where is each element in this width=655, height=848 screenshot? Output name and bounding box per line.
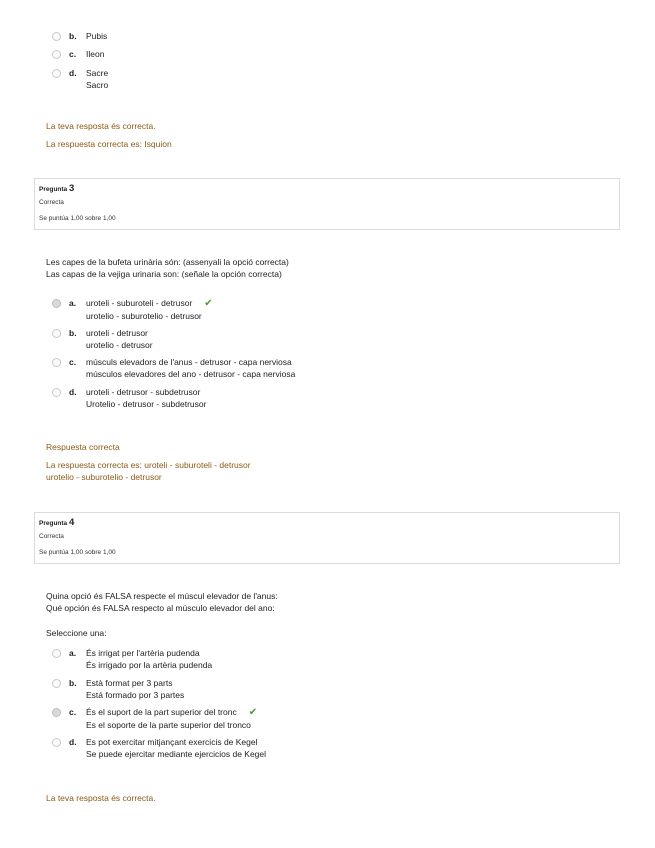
option-text [86,297,213,322]
answer-option-d[interactable] [52,386,206,410]
option-text-es: Sacro [86,80,109,90]
question-text [46,256,289,280]
option-letter: d. [69,387,77,397]
answer-option-c[interactable] [52,356,295,380]
answer-option-d[interactable] [52,736,266,760]
option-letter: c. [69,357,77,367]
option-text [86,736,266,760]
option-letter: d. [69,68,77,78]
option-text-ca: Es pot exercitar mitjançant exercicis de Kegel [86,737,258,747]
option-text [86,386,206,410]
radio-button[interactable] [52,679,61,688]
radio-button[interactable] [52,649,61,658]
feedback-message: Respuesta correcta [46,442,120,452]
option-text [86,327,153,351]
option-text [86,356,295,380]
question-label: Pregunta [39,186,68,193]
radio-button-selected[interactable] [52,299,61,308]
radio-button[interactable] [52,358,61,367]
option-letter: c. [69,49,77,59]
radio-button[interactable] [52,329,61,338]
question-info-box [34,512,620,564]
option-letter: b. [69,31,77,41]
radio-button[interactable] [52,50,61,59]
correct-answer-message [46,459,251,483]
option-text-es: músculos elevadores del ano - detrusor - capa nerviosa [86,369,296,379]
question-text-ca: Les capes de la bufeta urinària són: (assenyali la opció correcta) [46,257,289,267]
question-grade: Se puntúa 1,00 sobre 1,00 [39,549,116,556]
option-letter: a. [69,298,77,308]
option-text-ca: uroteli - detrusor - subdetrusor [86,387,201,397]
option-letter: a. [69,648,77,658]
option-letter: b. [69,328,77,338]
answer-option-d[interactable] [52,67,108,91]
option-text-ca: uroteli - detrusor [86,328,148,338]
check-icon: ✔ [248,707,258,718]
question-grade: Se puntúa 1,00 sobre 1,00 [39,215,116,222]
option-text-es: Está formado por 3 partes [86,690,185,700]
answer-option-b[interactable] [52,327,153,351]
answer-option-a[interactable] [52,647,212,671]
answer-option-b[interactable] [52,30,107,42]
option-text: Ileon [86,49,105,59]
answer-option-b[interactable] [52,677,184,701]
option-text: Pubis [86,31,108,41]
correct-answer-line2: urotelio - suburotelio - detrusor [46,472,162,482]
question-state: Correcta [39,199,64,206]
question-text [46,590,278,614]
correct-answer-message: La respuesta correcta es: Isquion [46,139,172,149]
select-one-prompt: Seleccione una: [46,628,107,638]
radio-button[interactable] [52,32,61,41]
option-text-ca: Sacre [86,68,109,78]
question-text-ca: Quina opció és FALSA respecte el múscul elevador de l'anus: [46,591,278,601]
feedback-message: La teva resposta és correcta. [46,793,156,803]
option-text-ca: músculs elevadors de l'anus - detrusor - capa nerviosa [86,357,292,367]
option-text-es: urotelio - detrusor [86,340,153,350]
correct-answer-line1: La respuesta correcta es: uroteli - suburoteli - detrusor [46,460,251,470]
option-text-ca: uroteli - suburoteli - detrusor [86,298,193,308]
question-number-value: 4 [68,517,75,528]
option-text-es: urotelio - suburotelio - detrusor [86,311,202,321]
option-text-ca: És el suport de la part superior del tronc [86,707,237,717]
question-text-es: Las capas de la vejiga urinaria son: (señale la opción correcta) [46,269,282,279]
answer-option-c[interactable] [52,48,104,60]
radio-button[interactable] [52,388,61,397]
question-state: Correcta [39,533,64,540]
option-text-es: Es el soporte de la parte superior del tronco [86,720,251,730]
answer-option-c[interactable] [52,706,257,731]
answer-option-a[interactable] [52,297,213,322]
option-text-es: Urotelio - detrusor - subdetrusor [86,399,207,409]
question-info-box [34,178,620,230]
radio-button[interactable] [52,69,61,78]
option-text [86,67,108,91]
radio-button[interactable] [52,738,61,747]
option-letter: b. [69,678,77,688]
option-text-ca: Està format per 3 parts [86,678,173,688]
feedback-message: La teva resposta és correcta. [46,121,156,131]
question-number [39,183,74,194]
option-text [86,677,184,701]
option-letter: d. [69,737,77,747]
question-number [39,517,74,528]
question-label: Pregunta [39,520,68,527]
option-text-es: Se puede ejercitar mediante ejercicios de Kegel [86,749,267,759]
option-text [86,706,257,731]
question-text-es: Qué opción és FALSA respecto al músculo elevador del ano: [46,603,275,613]
question-number-value: 3 [68,183,75,194]
option-text-es: És irrigado por la artèria pudenda [86,660,213,670]
option-text [86,647,212,671]
radio-button-selected[interactable] [52,708,61,717]
option-letter: c. [69,707,77,717]
option-text-ca: És irrigat per l'artèria pudenda [86,648,200,658]
check-icon: ✔ [204,298,213,309]
